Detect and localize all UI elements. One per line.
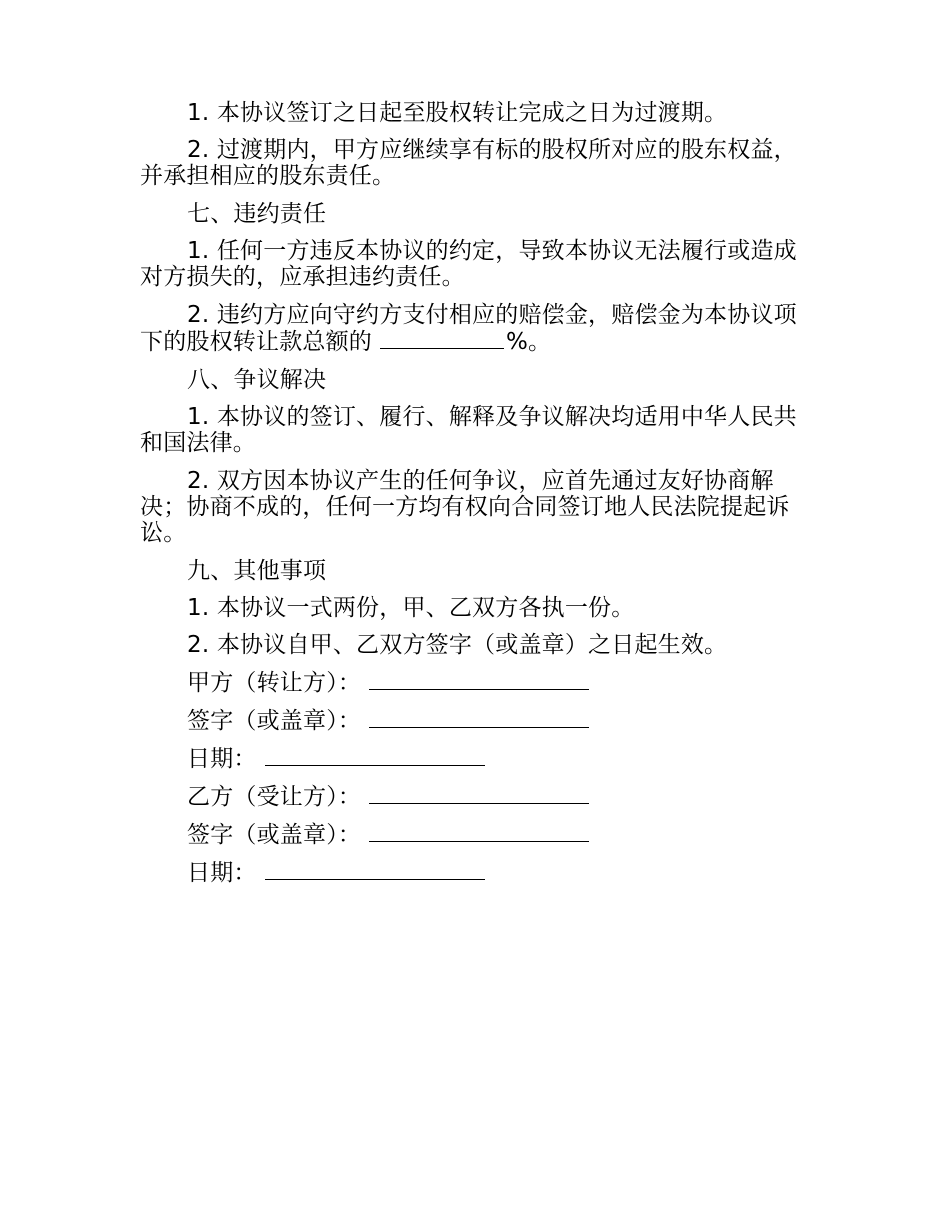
signature-party-b-sign-label: 签字（或盖章）： <box>187 822 362 848</box>
compensation-percent-blank <box>380 328 504 349</box>
signature-party-a-blank <box>369 669 589 690</box>
signature-party-a <box>140 669 812 696</box>
breach-clause-1: 1. 任何一方违反本协议的约定，导致本协议无法履行或造成对方损失的，应承担违约责任。 <box>140 238 797 290</box>
signature-party-b-sign-blank <box>369 821 589 842</box>
misc-clause-2: 2. 本协议自甲、乙双方签字（或盖章）之日起生效。 <box>187 632 728 658</box>
signature-party-a-label: 甲方（转让方）： <box>187 670 362 696</box>
signature-party-b <box>140 783 812 810</box>
signature-party-a-sign-label: 签字（或盖章）： <box>187 708 362 734</box>
breach-clause-2-suffix: %。 <box>506 329 552 355</box>
signature-party-b-label: 乙方（受让方）： <box>187 784 362 810</box>
section-heading-dispute: 八、争议解决 <box>187 367 327 393</box>
signature-party-a-date-blank <box>265 745 485 766</box>
misc-clause-1: 1. 本协议一式两份，甲、乙双方各执一份。 <box>187 595 635 621</box>
signature-party-a-sign-blank <box>369 707 589 728</box>
signature-party-a-sign <box>140 707 812 734</box>
dispute-clause-1: 1. 本协议的签订、履行、解释及争议解决均适用中华人民共和国法律。 <box>140 404 797 456</box>
transition-period-clause-1: 1. 本协议签订之日起至股权转让完成之日为过渡期。 <box>187 100 728 126</box>
signature-party-b-date-blank <box>265 859 485 880</box>
section-heading-misc: 九、其他事项 <box>187 558 327 584</box>
signature-party-b-date <box>140 859 812 886</box>
document-body <box>140 100 812 897</box>
signature-party-a-date-label: 日期： <box>187 746 257 772</box>
dispute-clause-2: 2. 双方因本协议产生的任何争议，应首先通过友好协商解决；协商不成的，任何一方均有权向合同签订地人民法院提起诉讼。 <box>140 468 790 546</box>
breach-clause-2 <box>140 302 812 355</box>
breach-clause-2-text: 2. 违约方应向守约方支付相应的赔偿金，赔偿金为本协议项下的股权转让款总额的 <box>140 302 797 355</box>
signature-party-b-date-label: 日期： <box>187 860 257 886</box>
transition-period-clause-2: 2. 过渡期内，甲方应继续享有标的股权所对应的股东权益，并承担相应的股东责任。 <box>140 137 797 189</box>
signature-party-a-date <box>140 745 812 772</box>
section-heading-breach: 七、违约责任 <box>187 201 327 227</box>
signature-party-b-sign <box>140 821 812 848</box>
signature-party-b-blank <box>369 783 589 804</box>
